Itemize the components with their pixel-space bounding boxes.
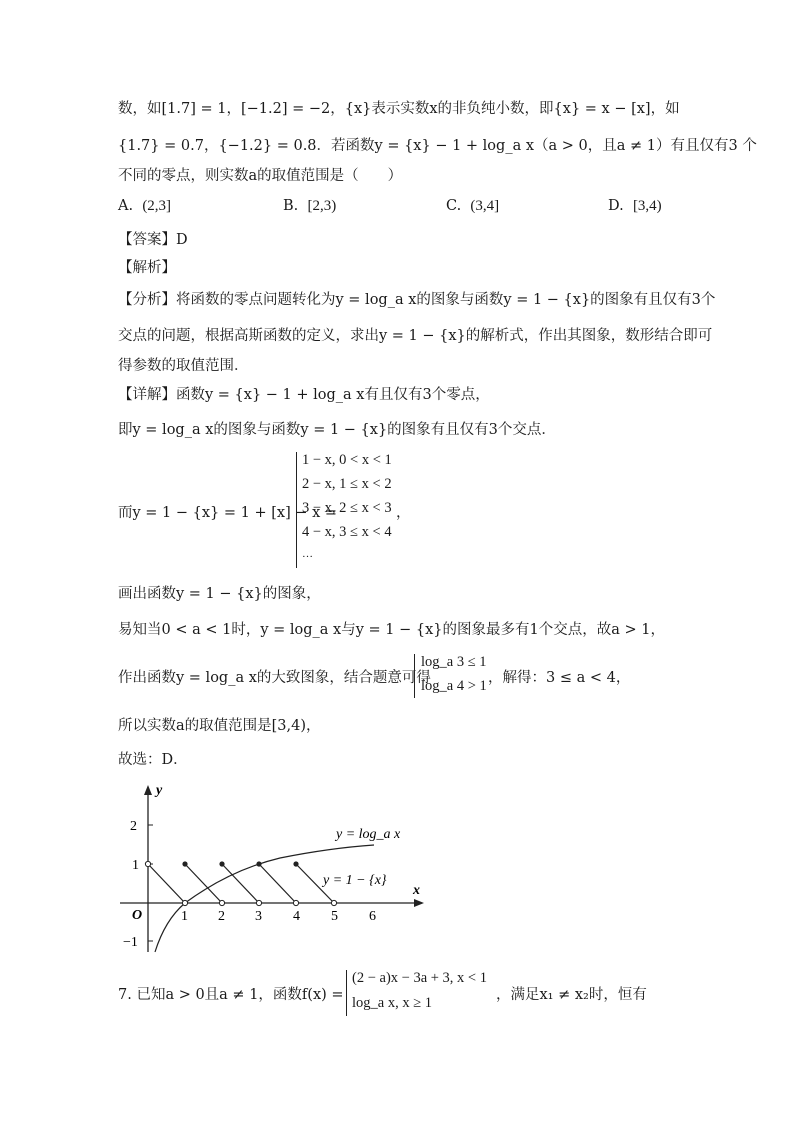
x-axis-arrow xyxy=(414,899,424,907)
y-tick-label-neg1: −1 xyxy=(123,935,138,950)
q7-suffix: ，满足x₁ ≠ x₂时，恒有 xyxy=(496,987,647,1003)
option-b-label: B. xyxy=(283,198,299,214)
y-axis-label: y xyxy=(156,783,163,798)
x-tick-label-2: 2 xyxy=(218,909,225,924)
xiangjie-line-2: 即y = log_a x的图象与函数y = 1 − {x}的图象有且仅有3个交点． xyxy=(118,422,556,438)
xiangjie-line-1: 【详解】函数y = {x} − 1 + log_a x有且仅有3个零点， xyxy=(118,387,490,403)
option-c-value: (3,4] xyxy=(470,198,500,214)
q7-prefix: 7. 已知a > 0且a ≠ 1，函数f(x) = xyxy=(118,987,344,1003)
easy-line: 易知当0 < a < 1时，y = log_a x与y = 1 − {x}的图象最多有1个交点，故a > 1， xyxy=(118,622,665,638)
piecewise-case-2: 2 − x, 1 ≤ x < 2 xyxy=(302,476,392,492)
log-curve-label: y = log_a x xyxy=(336,827,401,842)
piecewise-case-4: 4 − x, 3 ≤ x < 4 xyxy=(302,524,392,540)
closed-point-2-1 xyxy=(219,861,224,866)
open-point-5-0 xyxy=(331,900,336,905)
open-point-4-0 xyxy=(293,900,298,905)
frac-segment-1 xyxy=(148,864,185,903)
closed-point-3-1 xyxy=(256,861,261,866)
make-prefix: 作出函数y = log_a x的大致图象，结合题意可得 xyxy=(118,670,431,686)
draw-line: 画出函数y = 1 − {x}的图象， xyxy=(118,586,321,602)
frac-curve-label: y = 1 − {x} xyxy=(323,873,387,888)
piecewise-case-1: 1 − x, 0 < x < 1 xyxy=(302,452,392,468)
x-tick-label-3: 3 xyxy=(255,909,262,924)
option-d-value: [3,4) xyxy=(632,198,662,214)
make-suffix: ，解得：3 ≤ a < 4， xyxy=(488,670,631,686)
piecewise-brace xyxy=(296,452,297,568)
range-line: 所以实数a的取值范围是[3,4)， xyxy=(118,718,321,734)
open-point-2-0 xyxy=(219,900,224,905)
option-a-label: A. xyxy=(118,198,134,214)
make-brace xyxy=(414,654,415,698)
frac-segment-4 xyxy=(259,864,296,903)
piecewise-suffix: ， xyxy=(396,505,411,521)
option-b-value: [2,3) xyxy=(307,198,337,214)
x-axis-label: x xyxy=(413,883,420,898)
make-case-1: log_a 3 ≤ 1 xyxy=(421,654,487,670)
y-axis-arrow xyxy=(144,785,152,795)
x-tick-label-1: 1 xyxy=(181,909,188,924)
log-curve xyxy=(155,845,374,952)
option-b xyxy=(283,198,336,215)
option-c xyxy=(446,198,499,215)
fenxi-line-2: 交点的问题，根据高斯函数的定义，求出y = 1 − {x}的解析式，作出其图象，数形结合即可 xyxy=(118,328,713,344)
q7-case-2: log_a x, x ≥ 1 xyxy=(352,995,433,1011)
x-tick-label-5: 5 xyxy=(331,909,338,924)
option-c-label: C. xyxy=(446,198,462,214)
option-d xyxy=(608,198,662,215)
option-d-label: D. xyxy=(608,198,624,214)
option-a-value: (2,3] xyxy=(142,198,172,214)
answer: 【答案】D xyxy=(118,232,188,248)
function-graph xyxy=(110,780,430,960)
analysis-title: 【解析】 xyxy=(118,260,176,276)
choose-line: 故选：D． xyxy=(118,752,188,768)
closed-point-4-1 xyxy=(293,861,298,866)
open-point-1-0 xyxy=(182,900,187,905)
fenxi-line-3: 得参数的取值范围． xyxy=(118,358,249,374)
open-point-0-1 xyxy=(145,861,150,866)
y-tick-label-2: 2 xyxy=(130,819,137,834)
q6-line-3: 不同的零点，则实数a的取值范围是（ ） xyxy=(118,168,403,184)
q7-brace xyxy=(346,970,347,1016)
piecewise-case-3: 3 − x, 2 ≤ x < 3 xyxy=(302,500,392,516)
y-tick-label-1: 1 xyxy=(132,858,139,873)
fenxi-line-1: 【分析】将函数的零点问题转化为y = log_a x的图象与函数y = 1 − {x}的图象有且仅有3个 xyxy=(118,292,716,308)
q7-case-1: (2 − a)x − 3a + 3, x < 1 xyxy=(352,970,487,986)
frac-segment-3 xyxy=(222,864,259,903)
closed-point-1-1 xyxy=(182,861,187,866)
x-tick-label-6: 6 xyxy=(369,909,376,924)
q6-line-2: {1.7} = 0.7，{−1.2} = 0.8．若函数y = {x} − 1 + log_a x（a > 0，且a ≠ 1）有且仅有3 个 xyxy=(118,138,757,154)
make-case-2: log_a 4 > 1 xyxy=(421,678,487,694)
option-a xyxy=(118,198,171,215)
x-tick-label-4: 4 xyxy=(293,909,300,924)
origin-label: O xyxy=(132,908,143,923)
piecewise-case-5: … xyxy=(302,548,313,560)
q6-line-1: 数，如[1.7] = 1，[−1.2] = −2，{x}表示实数x的非负纯小数，即{x} = x − [x]，如 xyxy=(118,101,680,117)
piecewise-prefix: 而y = 1 − {x} = 1 + [x] − x = xyxy=(118,505,338,521)
open-point-3-0 xyxy=(256,900,261,905)
